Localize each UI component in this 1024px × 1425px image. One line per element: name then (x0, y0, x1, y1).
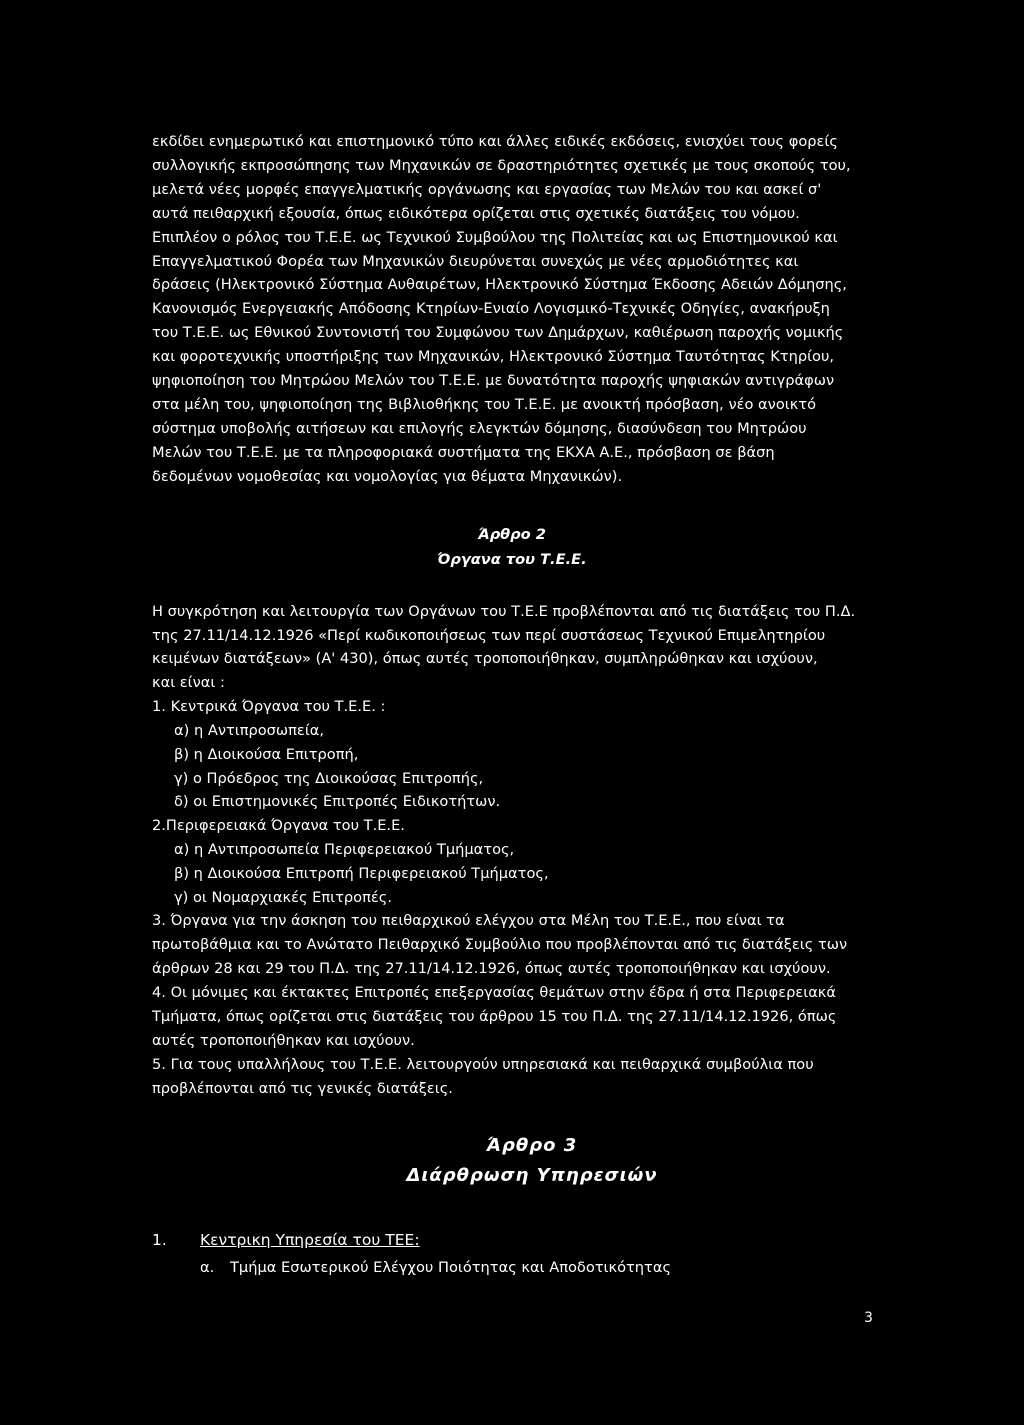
text-line: συλλογικής εκπροσώπησης των Μηχανικών σε δραστηριότητες σχετικές με τους σκοπούς του, (152, 156, 851, 174)
list-item: δ) οι Επιστημονικές Επιτροπές Ειδικοτήτων. (174, 793, 501, 811)
subsection-item (152, 1254, 872, 1282)
regional-organs-list (152, 814, 872, 909)
text-line: Η συγκρότηση και λειτουργία των Οργάνων του Τ.Ε.Ε προβλέπονται από τις διατάξεις του Π.Δ. (152, 602, 856, 620)
text-line: αυτά πειθαρχική εξουσία, όπως ειδικότερα ορίζεται στις σχετικές διατάξεις του νόμου. (152, 204, 800, 222)
page-number: 3 (864, 1310, 873, 1326)
text-line: Επαγγελματικού Φορέα των Μηχανικών διευρύνεται συνεχώς με νέες αρμοδιότητες και (152, 252, 799, 270)
text-line: σύστημα υποβολής αιτήσεων και επιλογής ελεγκτών δόμησης, διασύνδεση του Μητρώου (152, 419, 807, 437)
text-line: του Τ.Ε.Ε. ως Εθνικού Συντονιστή του Συμφώνου των Δημάρχων, καθιέρωση παροχής νομικής (152, 324, 844, 342)
list-heading: 1. Κεντρικά Όργανα του Τ.Ε.Ε. : (152, 698, 386, 716)
document-body (152, 130, 872, 1191)
article-2-paragraph (152, 600, 872, 696)
list-heading: 2.Περιφερειακά Όργανα του Τ.Ε.Ε. (152, 817, 405, 835)
text-line: 3. Όργανα για την άσκηση του πειθαρχικού ελέγχου στα Μέλη του Τ.Ε.Ε., που είναι τα (152, 912, 785, 930)
article-3-title: Άρθρο 3 (486, 1134, 578, 1156)
text-line: και φοροτεχνικής υποστήριξης των Μηχανικών, Ηλεκτρονικό Σύστημα Ταυτότητας Κτηρίου, (152, 348, 835, 366)
text-line: Κανονισμός Ενεργειακής Απόδοσης Κτηρίων-Ενιαίο Λογισμικό-Τεχνικές Οδηγίες, ανακήρυξη (152, 300, 830, 318)
text-line: αυτές τροποποιήθηκαν και ισχύουν. (152, 1031, 415, 1049)
item-4 (152, 981, 872, 1053)
text-line: Μελών του Τ.Ε.Ε. με τα πληροφοριακά συστήματα της ΕΚΧΑ Α.Ε., πρόσβαση σε βάση (152, 443, 775, 461)
text-line: εκδίδει ενημερωτικό και επιστημονικό τύπο και άλλες ειδικές εκδόσεις, ενισχύει τους φορείς (152, 133, 838, 150)
text-line: 4. Οι μόνιμες και έκτακτες Επιτροπές επεξεργασίας θεμάτων στην έδρα ή στα Περιφερειακά (152, 984, 837, 1002)
text-line: μελετά νέες μορφές επαγγελματικής οργάνωσης και εργασίας των Μελών του και ασκεί σ' (152, 180, 822, 198)
list-item: β) η Διοικούσα Επιτροπή Περιφερειακού Τμήματος, (174, 864, 549, 882)
intro-paragraph (152, 130, 872, 226)
text-line: κειμένων διατάξεων» (Α' 430), όπως αυτές τροποποιήθηκαν, συμπληρώθηκαν και ισχύουν, (152, 650, 818, 668)
services-list (152, 1226, 872, 1282)
text-line: Τμήματα, όπως ορίζεται στις διατάξεις του άρθρου 15 του Π.Δ. της 27.11/14.12.1926, όπως (152, 1008, 837, 1026)
list-item: γ) ο Πρόεδρος της Διοικούσας Επιτροπής, (174, 769, 484, 787)
text-line: στα μέλη του, ψηφιοποίηση της Βιβλιοθήκης του Τ.Ε.Ε. με ανοικτή πρόσβαση, νέο ανοικτό (152, 395, 817, 413)
text-line: Επιπλέον ο ρόλος του Τ.Ε.Ε. ως Τεχνικού Συμβούλου της Πολιτείας και ως Επιστημονικού και (152, 228, 838, 246)
section-number: 1. (152, 1231, 167, 1249)
article-3-subtitle: Διάρθρωση Υπηρεσιών (406, 1164, 658, 1186)
article-2-subtitle: Όργανα του Τ.Ε.Ε. (437, 550, 587, 568)
item-3 (152, 909, 872, 981)
list-item: γ) οι Νομαρχιακές Επιτροπές. (174, 888, 392, 906)
item-5 (152, 1053, 872, 1101)
text-line: 5. Για τους υπαλλήλους του Τ.Ε.Ε. λειτουργούν υπηρεσιακά και πειθαρχικά συμβούλια που (152, 1055, 814, 1073)
text-line: δράσεις (Ηλεκτρονικό Σύστημα Αυθαιρέτων, Ηλεκτρονικό Σύστημα Έκδοσης Αδειών Δόμησης, (152, 276, 847, 294)
list-item: α) η Αντιπροσωπεία, (174, 722, 325, 740)
list-item: β) η Διοικούσα Επιτροπή, (174, 745, 359, 763)
text-line: της 27.11/14.12.1926 «Περί κωδικοποιήσεως των περί συστάσεως Τεχνικού Επιμελητηρίου (152, 626, 826, 644)
section-title: Κεντρικη Υπηρεσία του ΤΕΕ: (200, 1231, 420, 1249)
section-item (152, 1226, 872, 1254)
article-2-title: Άρθρο 2 (478, 525, 546, 543)
text-line: και είναι : (152, 674, 225, 692)
subsection-letter: α. (200, 1259, 215, 1276)
role-paragraph (152, 226, 872, 489)
text-line: ψηφιοποίηση του Μητρώου Μελών του Τ.Ε.Ε. με δυνατότητα παροχής ψηφιακών αντιγράφων (152, 372, 835, 390)
text-line: προβλέπονται από τις γενικές διατάξεις. (152, 1079, 453, 1097)
list-item: α) η Αντιπροσωπεία Περιφερειακού Τμήματος, (174, 841, 515, 858)
text-line: άρθρων 28 και 29 του Π.Δ. της 27.11/14.12.1926, όπως αυτές τροποποιήθηκαν και ισχύουν. (152, 960, 831, 978)
text-line: δεδομένων νομοθεσίας και νομολογίας για θέματα Μηχανικών). (152, 467, 623, 485)
subsection-text: Τμήμα Εσωτερικού Ελέγχου Ποιότητας και Αποδοτικότητας (230, 1259, 672, 1276)
central-organs-list (152, 695, 872, 814)
text-line: πρωτοβάθμια και το Ανώτατο Πειθαρχικό Συμβούλιο που προβλέπονται από τις διατάξεις των (152, 936, 848, 954)
